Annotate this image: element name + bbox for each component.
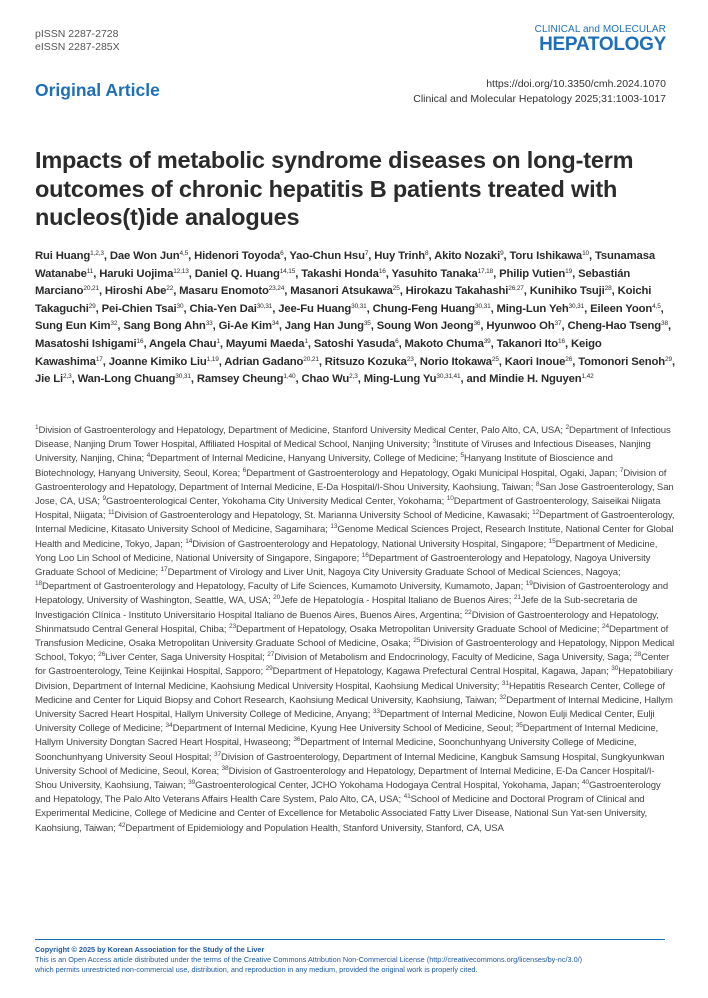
author-name: Takanori Ito [496, 337, 559, 350]
author [499, 268, 572, 280]
author-affiliation-ref: 22 [166, 285, 174, 293]
affiliation [161, 567, 618, 578]
author-affiliation-ref: 25 [392, 285, 400, 293]
affiliation [35, 581, 521, 592]
author [78, 373, 191, 385]
affiliation-text: Department of Hepatology, Osaka Metropolitan University Graduate School of Medicine [236, 623, 597, 635]
affiliation-text: Department of Virology and Liver Unit, Nagoya City University Graduate School of Medical Sciences, Nagoya [167, 567, 619, 579]
author-affiliation-ref: 30,31 [568, 302, 585, 310]
author-affiliation-ref: 2,3 [62, 373, 72, 381]
author-affiliation-ref: 39 [483, 337, 491, 345]
affiliation [188, 780, 577, 791]
copyright-line: Copyright © 2025 by Korean Association for the Study of the Liver [35, 945, 265, 954]
affiliation-text: Department of Internal Medicine, Hanyang University, College of Medicine [150, 453, 456, 465]
eissn: eISSN 2287-285X [35, 41, 120, 53]
author-affiliation-ref: 20,21 [303, 355, 319, 363]
author [301, 373, 357, 385]
affiliation-text: Department of Internal Medicine, Hallym University Sacred Heart Hospital, Hallym University College of Medicine, Anyang [35, 694, 673, 721]
author-name: Pei-Chien Tsai [101, 302, 177, 315]
affiliation-text: Division of Gastroenterology and Hepatology, University of Washington, Seattle, WA, USA [35, 581, 669, 607]
author-affiliation-ref: 30 [176, 302, 184, 310]
author-name: Hirokazu Takahashi [405, 285, 509, 298]
affiliation-number: 28 [634, 651, 642, 659]
affiliation-number: 8 [535, 480, 540, 488]
author-affiliation-ref: 1,2,3 [90, 250, 104, 257]
author-name: Makoto Chuma [404, 337, 484, 350]
affiliation-text: Department of Internal Medicine, Hallym University Dongtan Sacred Heart Hospital, Hwaseong [35, 723, 659, 749]
affiliation [102, 496, 441, 507]
affiliation [118, 823, 503, 834]
author-list: Rui Huang$^{1,2,3}$, Dae Won Jun$^{4,5}$, Hidenori Toyoda$^6$, Yao-Chun Hsu$^7$, Huy Trinh$^8$, Akito Nozaki$^9$, Toru Ishikawa$^{10}$, Tsunamasa Watanabe$^{11}$, Haruki Uojima$^{12,13}$, Daniel Q. Huang$^{14,15}$, Takashi Honda$^{16}$, Yasuhito Tanaka$^{17,18}$, Philip Vutien$^{19}$, Sebastián Marciano$^{20,21}$, Hiroshi Abe$^{22}$, Masaru Enomoto$^{23,24}$, Masanori Atsukawa$^{25}$, Hirokazu Takahashi$^{26,27}$, Kunihiko Tsuji$^{28}$, Koichi Takaguchi$^{29}$, Pei-Chien Tsai$^{30}$, Chia-Yen Dai$^{30,31}$, Jee-Fu Huang$^{30,31}$, Chung-Feng Huang$^{30,31}$, Ming-Lun Yeh$^{30,31}$, Eileen Yoon$^{4,5}$, Sung Eun Kim$^{32}$, Sang Bong Ahn$^{33}$, Gi-Ae Kim$^{34}$, Jang Han Jung$^{35}$, Soung Won Jeong$^{36}$, Hyunwoo Oh$^{37}$, Cheng-Hao Tseng$^{38}$, Masatoshi Ishigami$^{16}$, Angela Chau$^1$, Mayumi Maeda$^1$, Satoshi Yasuda$^6$, Makoto Chuma$^{39}$, Takanori Ito$^{16}$, Keigo Kawashima$^{17}$, Joanne Kimiko Liu$^{1,19}$, Adrian Gadano$^{20,21}$, Ritsuzo Kozuka$^{23}$, Norio Itokawa$^{25}$, Kaori Inoue$^{26}$, Tomonori Senoh$^{29}$, Jie Li$^{2,3}$, Wan-Long Chuang$^{30,31}$, Ramsey Cheung$^{1,40}$, Chao Wu$^{2,3}$, Ming-Lung Yu$^{30,31,41}$, and Mindie H. Nguyen$^{1,42}$ [35, 250, 675, 386]
author-name: Sebastián Marciano [35, 267, 631, 298]
affiliation-text: Center for Gastroenterology, Teine Keijinkai Hospital, Sapporo [35, 652, 670, 678]
author [289, 250, 368, 262]
affiliation-number: 11 [107, 509, 115, 517]
author-affiliation-ref: 26,27 [508, 285, 524, 293]
author-name: Toru Ishikawa [509, 250, 583, 262]
author-name: Ramsey Cheung [196, 373, 284, 386]
affiliation-number: 26 [98, 651, 106, 659]
journal-logo [535, 24, 666, 54]
author [194, 250, 284, 262]
article-type: Original Article [35, 80, 160, 100]
doi-link[interactable]: https://doi.org/10.3350/cmh.2024.1070 [486, 78, 666, 90]
author-affiliation-ref: 4,5 [652, 302, 661, 310]
affiliation-number: 27 [267, 651, 275, 659]
affiliation-number: 5 [460, 452, 464, 460]
affiliation-text: Division of Gastroenterology and Hepatology, National University Hospital, Singapore [192, 538, 544, 550]
affiliation-number: 24 [601, 622, 610, 630]
affiliation-text: Department of Gastroenterology and Hepatology, Faculty of Life Sciences, Kumamoto University, Kumamoto, Japan [42, 581, 521, 593]
affiliation-text: Department of Gastroenterology and Hepatology, Ogaki Municipal Hospital, Ogaki, Japan [246, 467, 615, 479]
author-affiliation-ref: 12,13 [173, 267, 189, 275]
affiliation-text: Department of Transfusion Medicine, Osaka Metropolitan University Graduate School of Medicine, Osaka [35, 623, 669, 650]
author [392, 268, 494, 280]
affiliation-text: Department of Hepatology, Kagawa Prefectural Central Hospital, Kagawa, Japan [272, 666, 607, 678]
affiliation-text: Liver Center, Saga University Hospital [105, 652, 263, 664]
author-affiliation-ref: 32 [110, 320, 118, 328]
author [102, 303, 184, 315]
author-affiliation-ref: 14,15 [279, 267, 296, 275]
affiliation-number: 7 [619, 466, 624, 474]
affiliation-text: Gastroenterological Center, Yokohama City University Medical Center, Yokohama [106, 496, 442, 508]
affiliation-text: Jefe de Hepatología - Hospital Italiano de Buenos Aires [280, 595, 509, 607]
affiliation [273, 595, 509, 606]
author [219, 320, 279, 332]
author [197, 373, 296, 385]
author-affiliation-ref: 16 [378, 267, 386, 275]
author-name: Mayumi Maeda [225, 337, 305, 350]
author [486, 320, 561, 332]
author-name: Wan-Long Chuang [77, 373, 176, 386]
footer-divider [35, 939, 665, 940]
author-affiliation-ref: 8 [425, 250, 429, 257]
affiliation-number: 37 [214, 750, 222, 758]
author [325, 356, 414, 368]
author-name: Haruki Uojima [99, 267, 174, 280]
author-name: Soung Won Jeong [376, 320, 474, 333]
author [505, 356, 572, 368]
author-name: Chao Wu [301, 373, 350, 386]
affiliation-number: 14 [185, 537, 193, 545]
affiliation-number: 33 [372, 708, 380, 716]
doi-block [413, 77, 666, 106]
affiliation-number: 20 [273, 594, 281, 602]
author [149, 338, 220, 350]
affiliation-list: $^1$Division of Gastroenterology and Hepatology, Department of Medicine, Stanford University Medical Center, Palo Alto, CA, USA; $^2$Department of Infectious Disease, Nanjing Drum Tower Hospital, Affiliated Hospital of Medical School, Nanjing University; $^3$Institute of Viruses and Infectious Diseases, Nanjing University, Nanjing, China; $^4$Department of Internal Medicine, Hanyang University, College of Medicine; $^5$Hanyang Institute of Bioscience and Biotechnology, Hanyang University, Seoul, Korea; $^6$Department of Gastroenterology and Hepatology, Ogaki Municipal Hospital, Ogaki, Japan; $^7$Division of Gastroenterology and Hepatology, Department of Internal Medicine, E-Da Hospital/I-Shou University, Kaohsiung, Taiwan; $^8$San Jose Gastroenterology, San Jose, CA, USA; $^9$Gastroenterological Center, Yokohama City University Medical Center, Yokohama; $^{10}$Department of Gastroenterology, Saiseikai Niigata Hospital, Niigata; $^{11}$Division of Gastroenterology and Hepatology, St. Marianna University School of Medicine, Kawasaki; $^{12}$Department of Gastroenterology, Internal Medicine, Kitasato University School of Medicine, Sagamihara; $^{13}$Genome Medical Sciences Project, Research Institute, National Center for Global Health and Medicine, Tokyo, Japan; $^{14}$Division of Gastroenterology and Hepatology, National University Hospital, Singapore; $^{15}$Department of Medicine, Yong Loo Lin School of Medicine, National University of Singapore, Singapore; $^{16}$Department of Gastroenterology and Hepatology, Nagoya University Graduate School of Medicine; $^{17}$Department of Virology and Liver Unit, Nagoya City University Graduate School of Medical Sciences, Nagoya; $^{18}$Department of Gastroenterology and Hepatology, Faculty of Life Sciences, Kumamoto University, Kumamoto, Japan; $^{19}$Division of Gastroenterology and Hepatology, University of Washington, Seattle, WA, USA; $^{20}$Jefe de Hepatología - Hospital Italiano de Buenos Aires; $^{21}$Jefe de la Sub-secretaria de Investigación Clínica - Instituto Universitario Hospital Italiano de Buenos Aires, Buenos Aires, Argentina; $^{22}$Division of Gastroenterology and Hepatology, Shinmatsudo Central General Hospital, Chiba; $^{23}$Department of Hepatology, Osaka Metropolitan University Graduate School of Medicine; $^{24}$Department of Transfusion Medicine, Osaka Metropolitan University Graduate School of Medicine, Osaka; $^{25}$Division of Gastroenterology and Hepatology, Nippon Medical School, Tokyo; $^{26}$Liver Center, Saga University Hospital; $^{27}$Division of Metabolism and Endocrinology, Faculty of Medicine, Saga University, Saga; $^{28}$Center for Gastroenterology, Teine Keijinkai Hospital, Sapporo; $^{29}$Department of Hepatology, Kagawa Prefectural Central Hospital, Kagawa, Japan; $^{30}$Hepatobiliary Division, Department of Internal Medicine, Kaohsiung Medical University Hospital, Kaohsiung Medical University; $^{31}$Hepatitis Research Center, College of Medicine and Center for Liquid Biopsy and Cohort Research, Kaohsiung Medical University, Kaohsiung, Taiwan; $^{32}$Department of Internal Medicine, Hallym University Sacred Heart Hospital, Hallym University College of Medicine, Anyang; $^{33}$Department of Internal Medicine, Nowon Eulji Medical Center, Eulji University College of Medicine; $^{34}$Department of Internal Medicine, Kyung Hee University School of Medicine, Seoul; $^{35}$Department of Internal Medicine, Hallym University Dongtan Sacred Heart Hospital, Hwaseong; $^{36}$Department of Internal Medicine, Soonchunhyang University College of Medicine, Soonchunhyang University Seoul Hospital; $^{37}$Division of Gastroenterology, Department of Internal Medicine, Kangbuk Samsung Hospital, Sungkyunkwan University School of Medicine, Seoul, Korea; $^{38}$Division of Gastroenterology and Hepatology, Department of Internal Medicine, E-Da Cancer Hospital/I-Shou University, Kaohsiung, Taiwan; $^{39}$Gastroenterological Center, JCHO Yokohama Hodogaya Central Hospital, Yokohama, Japan; $^{40}$Gastroenterology and Hepatology, The Palo Alto Veterans Affairs Health Care System, Palo Alto, CA, USA; $^{41}$School of Medicine and Doctoral Program of Clinical and Experimental Medicine, College of Medicine and Center of Excellence for Metabolic Associated Fatty Liver Disease, National Sun Yat-sen University, Kaohsiung, Taiwan; $^{42}$Department of Epidemiology and Population Health, Stanford University, Stanford, CA, USA [35, 424, 675, 834]
affiliation-text: Hepatobiliary Division, Department of Internal Medicine, Kaohsiung Medical University Hospital, Kaohsiung Medical University [35, 666, 673, 692]
author-name: Jang Han Jung [284, 320, 364, 333]
author [497, 303, 585, 315]
author-name: Rui Huang [35, 250, 91, 262]
author [301, 268, 386, 280]
author-name: Takashi Honda [301, 267, 379, 280]
affiliation-text: San Jose Gastroenterology, San Jose, CA, USA [35, 481, 674, 508]
author-name: Chia-Yen Dai [189, 302, 257, 315]
affiliation-number: 6 [242, 466, 247, 474]
author-name: Kaori Inoue [504, 355, 566, 368]
affiliation [98, 652, 262, 663]
author-affiliation-ref: 1 [216, 337, 220, 345]
author-name: Philip Vutien [499, 267, 566, 280]
affiliation-text: Department of Gastroenterology, Internal Medicine, Kitasato University School of Medicine, Sagamihara [35, 510, 675, 536]
author-affiliation-ref: 30,31 [351, 302, 367, 310]
author-name: Adrian Gadano [224, 355, 304, 368]
author-affiliation-ref: 6 [280, 250, 284, 257]
author-affiliation-ref: 19 [565, 267, 573, 275]
citation: Clinical and Molecular Hepatology 2025;31:1003-1017 [413, 92, 666, 105]
author-name: Kunihiko Tsuji [529, 285, 605, 298]
author-name: Jee-Fu Huang [278, 302, 352, 315]
affiliation-number: 41 [403, 793, 411, 801]
author [434, 250, 503, 262]
author [578, 356, 672, 368]
author-affiliation-ref: 1,19 [206, 355, 219, 363]
affiliation-text: Department of Medicine, Yong Loo Lin School of Medicine, National University of Singapore, Singapore [35, 538, 658, 564]
affiliation [267, 652, 629, 663]
author-name: Koichi Takaguchi [35, 285, 652, 315]
affiliation-number: 19 [525, 580, 533, 588]
author-name: Yasuhito Tanaka [391, 267, 478, 280]
affiliation-text: Department of Gastroenterology and Hepatology, Nagoya University Graduate School of Medicine [35, 552, 651, 579]
author [364, 373, 461, 385]
author-affiliation-ref: 35 [363, 320, 371, 328]
affiliation [147, 453, 456, 464]
author-name: Sung Eun Kim [35, 320, 111, 333]
author [420, 356, 499, 368]
affiliation-number: 13 [330, 523, 338, 531]
affiliation-number: 32 [499, 693, 507, 701]
affiliation-text: Genome Medical Sciences Project, Research Institute, National Center for Global Health and Medicine, Tokyo, Japan [35, 524, 674, 550]
affiliation-text: Gastroenterology and Hepatology, The Palo Alto Veterans Affairs Health Care System, Palo Alto, CA, USA [35, 780, 661, 806]
author-name: Masanori Atsukawa [290, 285, 393, 298]
author-name: Satoshi Yasuda [313, 337, 396, 350]
author-name: Eileen Yoon [590, 302, 653, 315]
author-affiliation-ref: 23,24 [268, 285, 285, 293]
author-affiliation-ref: 30,31 [256, 302, 273, 310]
affiliation-number: 29 [265, 665, 273, 673]
author-affiliation-ref: 38 [661, 320, 668, 328]
affiliation-text: Department of Epidemiology and Population Health, Stanford University, Stanford, CA, USA [125, 822, 504, 834]
author [374, 250, 428, 262]
affiliation-text: Department of Gastroenterology, Saiseikai Niigata Hospital, Niigata [35, 496, 661, 522]
affiliation [266, 666, 606, 677]
affiliation-number: 22 [464, 608, 472, 616]
affiliation-text: Institute of Viruses and Infectious Diseases, Nanjing University, Nanjing, China [35, 439, 651, 465]
author [35, 373, 72, 385]
author-affiliation-ref: 16 [558, 337, 565, 345]
author-name: Akito Nozaki [434, 250, 501, 262]
author-affiliation-ref: 30,31 [175, 373, 191, 381]
author-affiliation-ref: 1,42 [581, 373, 594, 381]
author-affiliation-ref: 34 [271, 320, 279, 328]
author [35, 320, 117, 332]
affiliation-number: 15 [548, 537, 556, 545]
author-affiliation-ref: 25 [491, 355, 499, 363]
affiliation-number: 9 [102, 495, 106, 503]
author [285, 320, 371, 332]
author [590, 303, 661, 315]
pissn: pISSN 2287-2728 [35, 28, 119, 40]
affiliation-number: 39 [188, 779, 196, 787]
author [35, 338, 143, 350]
author-affiliation-ref: 16 [136, 337, 144, 345]
author [278, 303, 366, 315]
affiliation [229, 624, 597, 635]
author-affiliation-ref: 30,31 [475, 302, 491, 310]
author-affiliation-ref: 29 [665, 355, 672, 363]
author [226, 338, 308, 350]
author [530, 285, 612, 297]
author [510, 250, 589, 262]
journal-logo-main: HEPATOLOGY [539, 34, 666, 55]
author-name: Ritsuzo Kozuka [324, 355, 407, 368]
author [406, 285, 524, 297]
author-affiliation-ref: 28 [604, 285, 612, 293]
affiliation [108, 510, 527, 521]
affiliation-number: 36 [293, 736, 301, 744]
author-name: Angela Chau [149, 337, 217, 350]
affiliation-text: Division of Gastroenterology and Hepatology, St. Marianna University School of Medicine, Kawasaki [114, 510, 528, 522]
author-name: Tsunamasa Watanabe [35, 250, 655, 280]
affiliation-text: Division of Gastroenterology, Department of Internal Medicine, Kangbuk Samsung Hospital, Sungkyunkwan University School of Medicine, Seoul, Korea [35, 751, 665, 777]
article-title: Impacts of metabolic syndrome diseases on long-term outcomes of chronic hepatitis B patients treated with nucleos(t)ide analogues [35, 147, 634, 230]
affiliation [243, 468, 615, 479]
author-affiliation-ref: 17,18 [477, 267, 494, 275]
author-affiliation-ref: 6 [395, 337, 399, 345]
author-name: Hyunwoo Oh [486, 320, 555, 333]
affiliation-number: 17 [160, 566, 168, 574]
affiliation-number: 21 [513, 594, 521, 602]
author-name: Ming-Lun Yeh [496, 302, 569, 315]
affiliation-text: Department of Infectious Disease, Nanjing Drum Tower Hospital, Affiliated Hospital of Medical School, Nanjing University [35, 425, 671, 451]
author [290, 285, 399, 297]
author-name: Mindie H. Nguyen [489, 373, 582, 386]
affiliation-number: 2 [565, 424, 570, 431]
author-affiliation-ref: 2,3 [349, 373, 358, 381]
author [99, 268, 189, 280]
author-affiliation-ref: 20,21 [83, 285, 99, 293]
author-name: Huy Trinh [374, 250, 426, 262]
author [123, 320, 212, 332]
author-name: Sang Bong Ahn [123, 320, 206, 333]
author-name: Jie Li [35, 373, 63, 386]
affiliation-text: Gastroenterological Center, JCHO Yokohama Hodogaya Central Hospital, Yokohama, Japan [195, 780, 577, 792]
author-affiliation-ref: 26 [565, 355, 573, 363]
author [489, 373, 593, 385]
author-affiliation-ref: 23 [406, 355, 414, 363]
affiliation-text: School of Medicine and Doctoral Program of Clinical and Experimental Medicine, College of Medicine and Center of Excellence for Metabolic Associated Fatty Liver Disease, National Sun Yat-sen University, Kaohsiung, Taiwan [35, 794, 648, 834]
affiliation-number: 30 [611, 665, 619, 673]
author-affiliation-ref: 33 [205, 320, 213, 328]
author-affiliation-ref: 1 [304, 337, 308, 345]
author-name: Tomonori Senoh [578, 355, 666, 368]
affiliation-text: Division of Gastroenterology and Hepatology, Department of Internal Medicine, E-Da Cancer Hospital/I-Shou University, Kaohsiung, Taiwan [35, 765, 655, 792]
author [567, 320, 668, 332]
affiliation-number: 4 [146, 452, 151, 460]
affiliation-number: 40 [581, 779, 589, 787]
author-affiliation-ref: 29 [88, 302, 96, 310]
affiliation-number: 12 [532, 509, 540, 517]
author-affiliation-ref: 37 [554, 320, 562, 328]
affiliation-number: 1 [35, 424, 39, 431]
license-line-2: which permits unrestricted non-commercial use, distribution, and reproduction in any medium, provided the original work is properly cited. [35, 964, 478, 974]
author [224, 356, 319, 368]
author-affiliation-ref: 11 [86, 267, 94, 275]
author-name: Hidenori Toyoda [194, 250, 281, 262]
author [377, 320, 481, 332]
author-name: Daniel Q. Huang [194, 267, 280, 280]
author [35, 250, 104, 262]
affiliation-number: 3 [432, 438, 436, 446]
affiliation-number: 35 [515, 722, 523, 730]
author [405, 338, 491, 350]
author [105, 285, 173, 297]
license-line-1: This is an Open Access article distributed under the terms of the Creative Commons Attribution Non-Commercial License (http://creativecommons.org/licenses/by-nc/3.0/) [35, 954, 583, 964]
author [189, 303, 272, 315]
author-name: Norio Itokawa [419, 355, 492, 368]
affiliation-number: 23 [228, 622, 237, 630]
author [373, 303, 491, 315]
author [314, 338, 399, 350]
author [109, 356, 219, 368]
affiliation-text: Department of Internal Medicine, Soonchunhyang University College of Medicine, Soonchunhyang University Seoul Hospital [35, 737, 637, 763]
author-affiliation-ref: 17 [95, 355, 103, 363]
affiliation-text: Hepatitis Research Center, College of Medicine and Center for Liquid Biopsy and Cohort Research, Kaohsiung Medical University, Kaohsiung, Taiwan [35, 680, 665, 706]
author-conjunction: and [466, 373, 487, 386]
affiliation-text: Division of Gastroenterology and Hepatology, Department of Medicine, Stanford University Medical Center, Palo Alto, CA, USA [38, 425, 561, 436]
author [110, 250, 188, 262]
affiliation-text: Division of Gastroenterology and Hepatology, Department of Internal Medicine, E-Da Hospital/I-Shou University, Kaohsiung, Taiwan [35, 467, 667, 493]
affiliation-number: 38 [221, 764, 229, 772]
author-name: Dae Won Jun [109, 250, 180, 262]
author-name: Chung-Feng Huang [372, 302, 476, 315]
author-affiliation-ref: 36 [473, 320, 481, 328]
affiliation-number: 25 [413, 637, 421, 645]
author-name: Ming-Lung Yu [363, 373, 437, 386]
copyright-block [35, 945, 675, 974]
author-affiliation-ref: 9 [500, 250, 504, 257]
affiliation-number: 42 [118, 821, 126, 829]
author [179, 285, 284, 297]
affiliation-number: 34 [165, 722, 173, 730]
journal-logo-top: CLINICAL and MOLECULAR [534, 24, 666, 35]
author-affiliation-ref: 7 [364, 250, 369, 257]
affiliation-text: Division of Metabolism and Endocrinology, Faculty of Medicine, Saga University, Saga [274, 652, 629, 664]
author-affiliation-ref: 1,40 [283, 373, 296, 381]
author-name: Keigo Kawashima [35, 337, 602, 368]
affiliation [166, 723, 511, 734]
author-affiliation-ref: 30,31,41 [436, 373, 461, 381]
affiliation [35, 425, 560, 436]
author-name: Gi-Ae Kim [218, 320, 272, 333]
author-affiliation-ref: 10 [582, 250, 589, 257]
author-affiliation-ref: 4,5 [179, 250, 189, 257]
affiliation-text: Department of Internal Medicine, Nowon Eulji Medical Center, Eulji University College of Medicine [35, 709, 655, 735]
affiliation-text: Division of Gastroenterology and Hepatology, Nippon Medical School, Tokyo [35, 638, 675, 664]
author [195, 268, 296, 280]
affiliation-number: 31 [501, 679, 509, 687]
author [497, 338, 565, 350]
affiliation-number: 16 [361, 551, 369, 559]
affiliation-number: 18 [35, 580, 43, 588]
author-name: Masatoshi Ishigami [35, 337, 137, 350]
issn-block [35, 28, 120, 54]
affiliation-text: Division of Gastroenterology and Hepatology, Shinmatsudo Central General Hospital, Chiba [35, 609, 659, 635]
author-name: Cheng-Hao Tseng [567, 320, 662, 333]
affiliation-text: Department of Internal Medicine, Kyung Hee University School of Medicine, Seoul [172, 723, 511, 735]
affiliation-number: 10 [446, 495, 454, 503]
affiliation-text: Jefe de la Sub-secretaria de Investigación Clínica - Instituto Universitario Hospital Italiano de Buenos Aires, Buenos Aires, Argentina [35, 595, 638, 621]
author-name: Masaru Enomoto [179, 285, 269, 298]
author-name: Yao-Chun Hsu [289, 250, 365, 262]
affiliation-text: Hanyang Institute of Bioscience and Biotechnology, Hanyang University, Seoul, Korea [35, 453, 613, 479]
author-name: Joanne Kimiko Liu [108, 355, 207, 368]
author-name: Hiroshi Abe [104, 285, 167, 298]
affiliation [185, 539, 543, 550]
